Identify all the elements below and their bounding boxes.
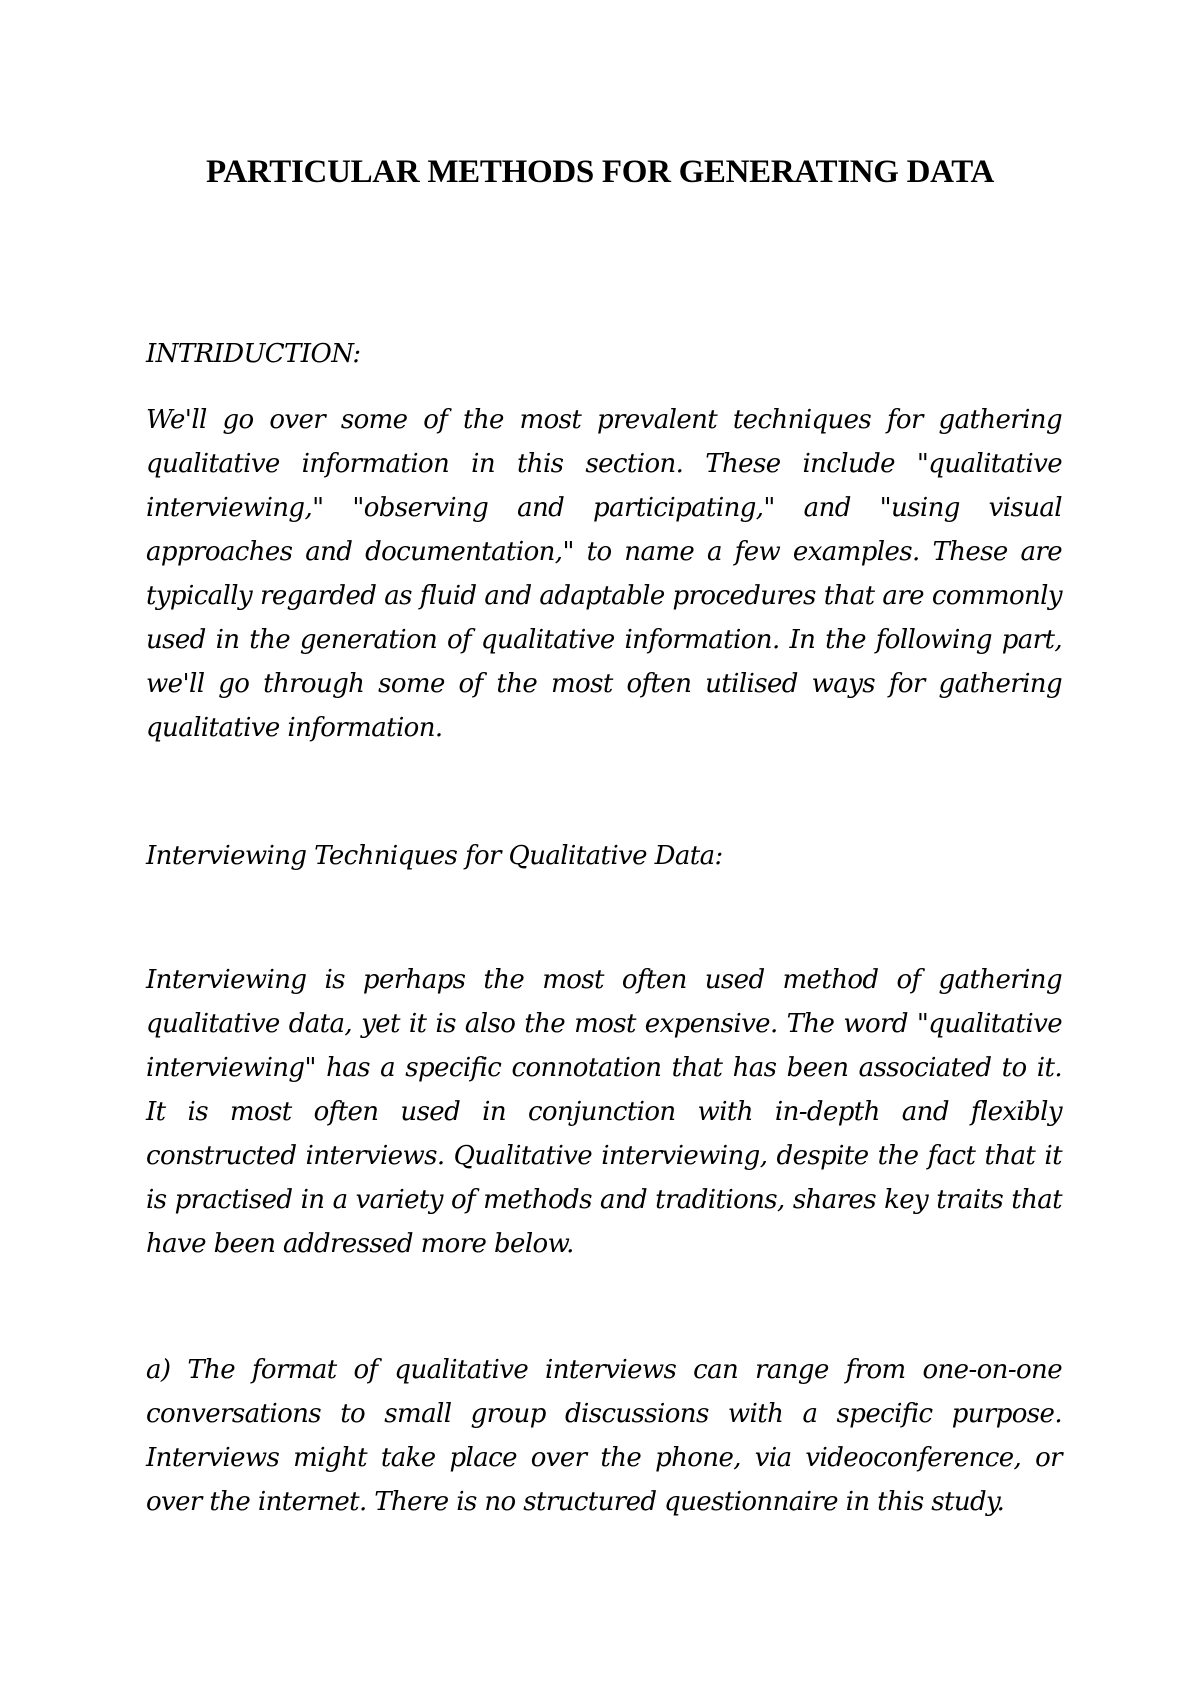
introduction-paragraph: We'll go over some of the most prevalent techniques for gathering qualitative information in this section. These include "qualitative interviewing," "observing and participating," and "using visual approaches and documentation," to name a few examples. These are typically regarded as fluid and adaptable procedures that are commonly used in the generation of qualitative information. In the following part, we'll go through some of the most often utilised ways for gathering qualitative information. (146, 405, 1062, 743)
introduction-heading: INTRIDUCTION: (146, 339, 361, 369)
interviewing-heading: Interviewing Techniques for Qualitative Data: (146, 841, 723, 871)
page-title: PARTICULAR METHODS FOR GENERATING DATA (205, 154, 995, 190)
point-a-paragraph: a) The format of qualitative interviews can range from one-on-one conversations to small group discussions with a specific purpose. Interviews might take place over the phone, via videoconference, or over the internet. There is no structured questionnaire in this study. (146, 1355, 1062, 1517)
interviewing-paragraph: Interviewing is perhaps the most often used method of gathering qualitative data, yet it is also the most expensive. The word "qualitative interviewing" has a specific connotation that has been associated to it. It is most often used in conjunction with in-depth and flexibly constructed interviews. Qualitative interviewing, despite the fact that it is practised in a variety of methods and traditions, shares key traits that have been addressed more below. (146, 965, 1062, 1259)
